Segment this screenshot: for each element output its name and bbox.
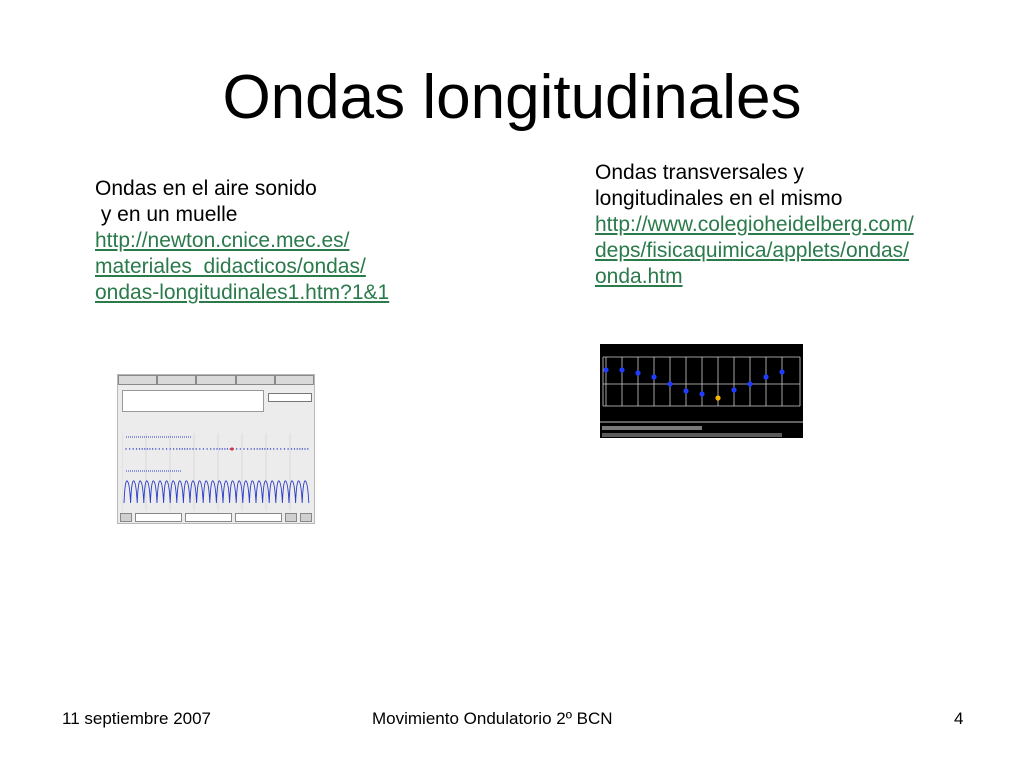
air-particle-dot: [240, 448, 241, 449]
highlighted-particle: [715, 395, 720, 400]
right-text-line-1: Ondas transversales y: [595, 161, 804, 184]
applet-screenshot-sound-wave: [117, 374, 315, 524]
applet-info-panel: [122, 390, 264, 412]
particle-dot: [747, 381, 752, 386]
air-particle-dot: [247, 448, 248, 449]
air-particle-dot: [222, 448, 223, 449]
air-particle-dot: [294, 448, 295, 449]
air-particle-dot: [216, 448, 217, 449]
left-text-line-1: Ondas en el aire sonido: [95, 177, 317, 200]
air-particle-dot: [297, 448, 298, 449]
air-particle-dot: [257, 448, 258, 449]
right-text-line-2: longitudinales en el mismo: [595, 187, 843, 210]
particle-dot: [651, 374, 656, 379]
air-particle-dot: [277, 448, 278, 449]
applet-screenshot-particles: [600, 344, 803, 438]
particle-dot: [619, 367, 624, 372]
air-particle-dot: [307, 448, 308, 449]
air-particle-dot: [155, 448, 156, 449]
particle-dot: [603, 367, 608, 372]
air-particle-dot: [199, 448, 200, 449]
air-particle-dot: [179, 448, 180, 449]
air-particle-dot: [302, 448, 303, 449]
right-link-line-2[interactable]: deps/fisicaquimica/applets/ondas/: [595, 239, 910, 262]
air-particle-dot: [254, 448, 255, 449]
air-particle-dot: [219, 448, 220, 449]
air-particle-dot: [267, 448, 268, 449]
particle-dot: [635, 370, 640, 375]
right-link-line-3[interactable]: onda.htm: [595, 265, 683, 288]
footer-date: 11 septiembre 2007: [62, 709, 212, 728]
air-particle-dot: [203, 448, 204, 449]
applet-play-button[interactable]: [285, 513, 297, 522]
air-particle-dot: [147, 448, 148, 449]
air-particle-dot: [287, 448, 288, 449]
applet-wave-canvas: [122, 433, 312, 511]
air-particle-dot: [280, 448, 281, 449]
air-particle-dot: [187, 448, 188, 449]
applet-control-bar: [120, 513, 312, 522]
applet-field[interactable]: [185, 513, 232, 522]
air-particle-dot: [192, 448, 193, 449]
air-particle-dot: [291, 448, 292, 449]
particle-dot: [731, 387, 736, 392]
air-particle-dot: [129, 448, 130, 449]
particle-dot: [763, 374, 768, 379]
air-particle-dot: [304, 448, 305, 449]
left-link-line-1[interactable]: http://newton.cnice.mec.es/: [95, 229, 350, 252]
air-particle-dot: [166, 448, 167, 449]
air-particle-dot: [206, 448, 207, 449]
applet-tab[interactable]: [236, 375, 275, 385]
applet-tab[interactable]: [118, 375, 157, 385]
air-particle-dot: [176, 448, 177, 449]
air-particle-dot: [196, 448, 197, 449]
applet-tab[interactable]: [196, 375, 235, 385]
air-particle-dot: [125, 448, 126, 449]
air-particle-dot: [159, 448, 160, 449]
spring-wave: [124, 481, 309, 503]
air-particle-dot: [152, 448, 153, 449]
air-particle-dot: [264, 448, 265, 449]
air-particle-dot: [182, 448, 183, 449]
air-particle-dot: [139, 448, 140, 449]
footer-title: Movimiento Ondulatorio 2º BCN: [372, 709, 613, 728]
air-particle-dot: [236, 448, 237, 449]
left-column: [95, 176, 475, 306]
air-particle-dot: [227, 448, 228, 449]
applet-tab[interactable]: [157, 375, 196, 385]
air-particle-dot: [210, 448, 211, 449]
air-particle-dot: [243, 448, 244, 449]
left-link-line-2[interactable]: materiales_didacticos/ondas/: [95, 255, 366, 278]
applet-pause-button[interactable]: [300, 513, 312, 522]
air-particle-dot: [162, 448, 163, 449]
air-particle-dot: [144, 448, 145, 449]
air-particle-dot: [184, 448, 185, 449]
air-particle-dot: [250, 448, 251, 449]
air-particle-dot: [142, 448, 143, 449]
left-text-line-2: y en un muelle: [95, 203, 238, 226]
applet-field[interactable]: [235, 513, 282, 522]
air-particle-dot: [224, 448, 225, 449]
applet-tab[interactable]: [275, 375, 314, 385]
applet-field[interactable]: [135, 513, 182, 522]
air-particle-dot: [149, 448, 150, 449]
particle-dot: [667, 381, 672, 386]
air-particle-dot: [170, 448, 171, 449]
air-particle-dot: [133, 448, 134, 449]
applet-mode-select[interactable]: [268, 393, 312, 402]
applet-tab-bar: [118, 375, 314, 385]
air-particle-dot: [299, 448, 300, 449]
air-particle-dot: [262, 448, 263, 449]
air-particle-dot: [173, 448, 174, 449]
page-number: 4: [954, 709, 964, 728]
air-particle-dot: [189, 448, 190, 449]
applet-reset-button[interactable]: [120, 513, 132, 522]
particle-dot: [779, 369, 784, 374]
air-particle-dot: [213, 448, 214, 449]
right-link-line-1[interactable]: http://www.colegioheidelberg.com/: [595, 213, 914, 236]
air-particle-dot: [270, 448, 271, 449]
air-particle-dot: [136, 448, 137, 449]
air-particle-dot: [273, 448, 274, 449]
particle-dot: [699, 391, 704, 396]
right-column: [595, 160, 1005, 290]
particle-dot: [683, 388, 688, 393]
air-particle-dot: [284, 448, 285, 449]
slide-title: Ondas longitudinales: [222, 63, 802, 132]
left-link-line-3[interactable]: ondas-longitudinales1.htm?1&1: [95, 281, 390, 304]
air-particle-dot: [259, 448, 260, 449]
